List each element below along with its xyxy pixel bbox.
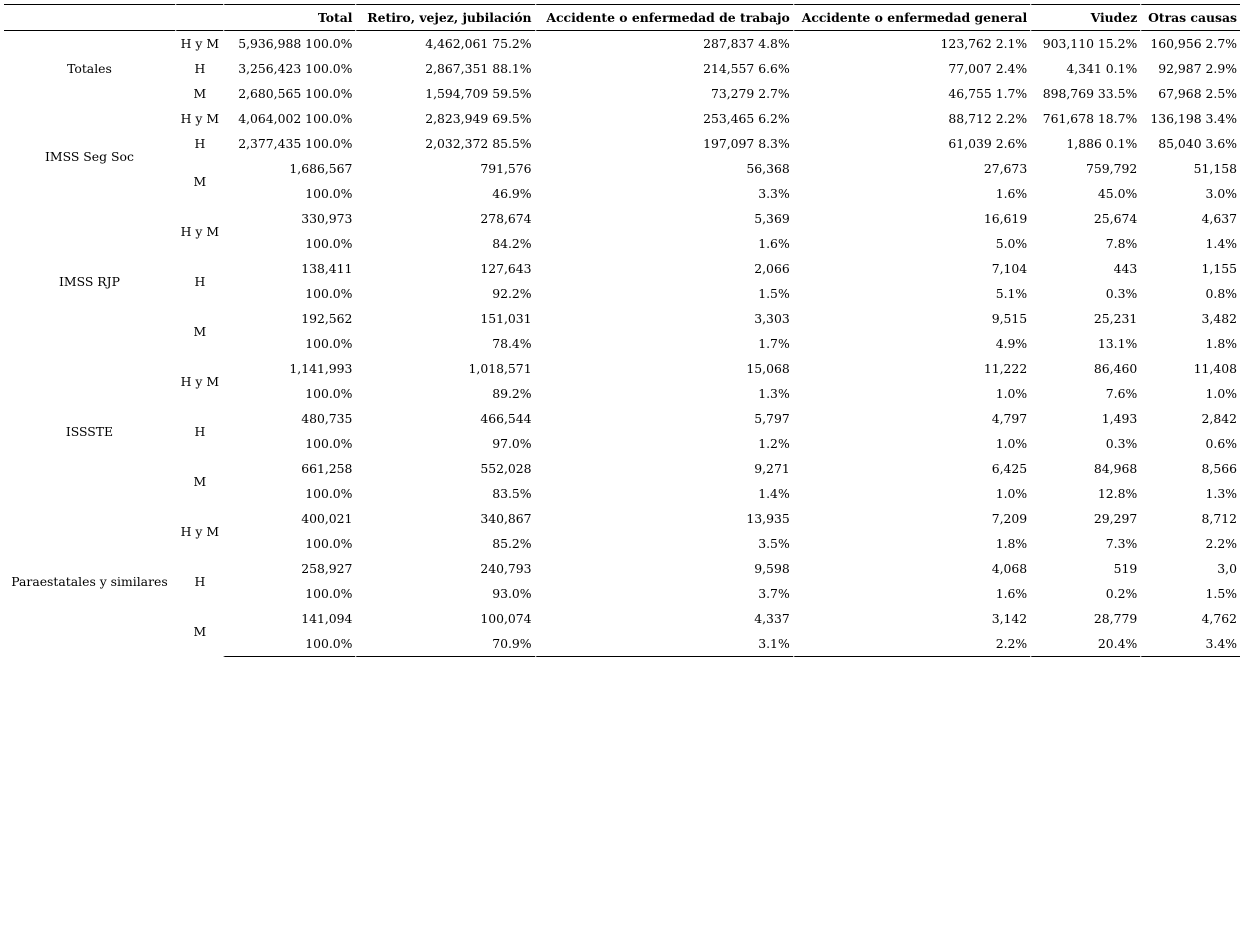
count-total: 480,735 bbox=[223, 406, 356, 431]
header-otras: Otras causas bbox=[1140, 4, 1240, 31]
pct-otras: 1.5% bbox=[1140, 581, 1240, 606]
count-trabajo: 9,271 bbox=[535, 456, 793, 481]
pct-total: 100.0% bbox=[223, 631, 356, 657]
value-general: 46,755 1.7% bbox=[793, 81, 1030, 106]
count-total: 138,411 bbox=[223, 256, 356, 281]
value-total: 2,680,565 100.0% bbox=[223, 81, 356, 106]
count-viudez: 28,779 bbox=[1030, 606, 1140, 631]
pct-total: 100.0% bbox=[223, 381, 356, 406]
table-row bbox=[4, 556, 1240, 581]
pct-trabajo: 3.3% bbox=[535, 181, 793, 206]
pct-total: 100.0% bbox=[223, 581, 356, 606]
pct-general: 5.0% bbox=[793, 231, 1030, 256]
count-viudez: 759,792 bbox=[1030, 156, 1140, 181]
count-retiro: 466,544 bbox=[355, 406, 534, 431]
value-trabajo: 253,465 6.2% bbox=[535, 106, 793, 131]
count-general: 6,425 bbox=[793, 456, 1030, 481]
pct-otras: 3.0% bbox=[1140, 181, 1240, 206]
pct-trabajo: 3.1% bbox=[535, 631, 793, 657]
table-row bbox=[4, 106, 1240, 131]
pct-trabajo: 1.7% bbox=[535, 331, 793, 356]
pct-trabajo: 1.3% bbox=[535, 381, 793, 406]
count-general: 7,104 bbox=[793, 256, 1030, 281]
pct-trabajo: 1.6% bbox=[535, 231, 793, 256]
value-retiro: 2,823,949 69.5% bbox=[355, 106, 534, 131]
header-row bbox=[4, 4, 1240, 31]
count-trabajo: 5,797 bbox=[535, 406, 793, 431]
count-viudez: 519 bbox=[1030, 556, 1140, 581]
count-trabajo: 56,368 bbox=[535, 156, 793, 181]
sex-label: M bbox=[175, 156, 223, 206]
count-otras: 51,158 bbox=[1140, 156, 1240, 181]
count-general: 7,209 bbox=[793, 506, 1030, 531]
count-trabajo: 2,066 bbox=[535, 256, 793, 281]
value-total: 5,936,988 100.0% bbox=[223, 31, 356, 56]
pct-otras: 2.2% bbox=[1140, 531, 1240, 556]
institution-label: Paraestatales y similares bbox=[11, 574, 168, 589]
sex-label: M bbox=[175, 606, 223, 657]
pct-total: 100.0% bbox=[223, 431, 356, 456]
pension-table bbox=[4, 4, 1240, 657]
count-viudez: 25,674 bbox=[1030, 206, 1140, 231]
sex-label: M bbox=[175, 306, 223, 356]
pct-viudez: 7.6% bbox=[1030, 381, 1140, 406]
value-otras: 85,040 3.6% bbox=[1140, 131, 1240, 156]
pct-viudez: 7.3% bbox=[1030, 531, 1140, 556]
count-otras: 3,0 bbox=[1140, 556, 1240, 581]
pct-retiro: 46.9% bbox=[355, 181, 534, 206]
count-otras: 8,566 bbox=[1140, 456, 1240, 481]
count-otras: 1,155 bbox=[1140, 256, 1240, 281]
pct-trabajo: 1.2% bbox=[535, 431, 793, 456]
value-otras: 92,987 2.9% bbox=[1140, 56, 1240, 81]
table-row bbox=[4, 506, 1240, 531]
value-viudez: 903,110 15.2% bbox=[1030, 31, 1140, 56]
header-accidente-trabajo: Accidente o enfermedad de trabajo bbox=[535, 4, 793, 31]
pct-otras: 0.6% bbox=[1140, 431, 1240, 456]
count-total: 330,973 bbox=[223, 206, 356, 231]
count-trabajo: 5,369 bbox=[535, 206, 793, 231]
count-retiro: 552,028 bbox=[355, 456, 534, 481]
pct-retiro: 84.2% bbox=[355, 231, 534, 256]
pct-total: 100.0% bbox=[223, 231, 356, 256]
count-otras: 2,842 bbox=[1140, 406, 1240, 431]
table-body bbox=[4, 31, 1240, 657]
count-retiro: 127,643 bbox=[355, 256, 534, 281]
pct-otras: 0.8% bbox=[1140, 281, 1240, 306]
pct-retiro: 83.5% bbox=[355, 481, 534, 506]
count-general: 27,673 bbox=[793, 156, 1030, 181]
pct-viudez: 45.0% bbox=[1030, 181, 1140, 206]
pct-viudez: 20.4% bbox=[1030, 631, 1140, 657]
pct-general: 1.6% bbox=[793, 181, 1030, 206]
count-total: 1,141,993 bbox=[223, 356, 356, 381]
pct-general: 1.0% bbox=[793, 431, 1030, 456]
value-retiro: 1,594,709 59.5% bbox=[355, 81, 534, 106]
count-retiro: 791,576 bbox=[355, 156, 534, 181]
value-trabajo: 214,557 6.6% bbox=[535, 56, 793, 81]
count-otras: 4,762 bbox=[1140, 606, 1240, 631]
pct-general: 4.9% bbox=[793, 331, 1030, 356]
count-trabajo: 13,935 bbox=[535, 506, 793, 531]
pct-total: 100.0% bbox=[223, 281, 356, 306]
pct-retiro: 92.2% bbox=[355, 281, 534, 306]
count-trabajo: 9,598 bbox=[535, 556, 793, 581]
count-retiro: 151,031 bbox=[355, 306, 534, 331]
count-general: 9,515 bbox=[793, 306, 1030, 331]
pct-trabajo: 3.7% bbox=[535, 581, 793, 606]
value-trabajo: 287,837 4.8% bbox=[535, 31, 793, 56]
pct-total: 100.0% bbox=[223, 331, 356, 356]
table-row bbox=[4, 56, 1240, 81]
value-otras: 67,968 2.5% bbox=[1140, 81, 1240, 106]
sex-label: H bbox=[175, 131, 223, 156]
header-retiro: Retiro, vejez, jubilación bbox=[355, 4, 534, 31]
value-general: 88,712 2.2% bbox=[793, 106, 1030, 131]
value-general: 123,762 2.1% bbox=[793, 31, 1030, 56]
pct-retiro: 70.9% bbox=[355, 631, 534, 657]
pct-retiro: 89.2% bbox=[355, 381, 534, 406]
pct-otras: 1.4% bbox=[1140, 231, 1240, 256]
count-trabajo: 15,068 bbox=[535, 356, 793, 381]
pct-general: 5.1% bbox=[793, 281, 1030, 306]
value-total: 4,064,002 100.0% bbox=[223, 106, 356, 131]
table-row bbox=[4, 606, 1240, 631]
value-retiro: 2,032,372 85.5% bbox=[355, 131, 534, 156]
pct-general: 1.0% bbox=[793, 381, 1030, 406]
institution-label: IMSS RJP bbox=[59, 273, 120, 289]
sex-label: H y M bbox=[175, 31, 223, 56]
count-total: 258,927 bbox=[223, 556, 356, 581]
count-general: 4,797 bbox=[793, 406, 1030, 431]
pct-retiro: 93.0% bbox=[355, 581, 534, 606]
count-viudez: 29,297 bbox=[1030, 506, 1140, 531]
count-total: 192,562 bbox=[223, 306, 356, 331]
table-row bbox=[4, 31, 1240, 56]
count-general: 3,142 bbox=[793, 606, 1030, 631]
table-row bbox=[4, 456, 1240, 481]
header-viudez: Viudez bbox=[1030, 4, 1140, 31]
pct-otras: 1.3% bbox=[1140, 481, 1240, 506]
value-general: 61,039 2.6% bbox=[793, 131, 1030, 156]
table-row bbox=[4, 356, 1240, 381]
header-institution-blank bbox=[4, 4, 175, 31]
count-trabajo: 3,303 bbox=[535, 306, 793, 331]
count-total: 400,021 bbox=[223, 506, 356, 531]
table-row bbox=[4, 406, 1240, 431]
value-retiro: 4,462,061 75.2% bbox=[355, 31, 534, 56]
value-trabajo: 197,097 8.3% bbox=[535, 131, 793, 156]
pct-trabajo: 3.5% bbox=[535, 531, 793, 556]
pct-viudez: 0.2% bbox=[1030, 581, 1140, 606]
table-row bbox=[4, 256, 1240, 281]
pct-viudez: 0.3% bbox=[1030, 281, 1140, 306]
value-trabajo: 73,279 2.7% bbox=[535, 81, 793, 106]
sex-label: H y M bbox=[175, 206, 223, 256]
pct-retiro: 78.4% bbox=[355, 331, 534, 356]
table-row bbox=[4, 156, 1240, 181]
count-trabajo: 4,337 bbox=[535, 606, 793, 631]
pct-general: 1.0% bbox=[793, 481, 1030, 506]
table-row bbox=[4, 81, 1240, 106]
sex-label: H y M bbox=[175, 106, 223, 131]
count-total: 661,258 bbox=[223, 456, 356, 481]
table-header bbox=[4, 4, 1240, 31]
count-retiro: 240,793 bbox=[355, 556, 534, 581]
pct-total: 100.0% bbox=[223, 531, 356, 556]
pct-general: 1.8% bbox=[793, 531, 1030, 556]
pct-otras: 3.4% bbox=[1140, 631, 1240, 657]
sex-label: H bbox=[175, 56, 223, 81]
value-viudez: 4,341 0.1% bbox=[1030, 56, 1140, 81]
pct-viudez: 12.8% bbox=[1030, 481, 1140, 506]
count-general: 11,222 bbox=[793, 356, 1030, 381]
table-row bbox=[4, 306, 1240, 331]
count-general: 4,068 bbox=[793, 556, 1030, 581]
pct-viudez: 0.3% bbox=[1030, 431, 1140, 456]
institution-label: IMSS Seg Soc bbox=[45, 148, 134, 164]
value-otras: 160,956 2.7% bbox=[1140, 31, 1240, 56]
sex-label: H y M bbox=[175, 356, 223, 406]
count-retiro: 340,867 bbox=[355, 506, 534, 531]
sex-label: H bbox=[175, 406, 223, 456]
sex-label: H y M bbox=[175, 506, 223, 556]
count-viudez: 86,460 bbox=[1030, 356, 1140, 381]
count-retiro: 100,074 bbox=[355, 606, 534, 631]
pct-trabajo: 1.4% bbox=[535, 481, 793, 506]
value-total: 3,256,423 100.0% bbox=[223, 56, 356, 81]
pct-retiro: 97.0% bbox=[355, 431, 534, 456]
value-viudez: 761,678 18.7% bbox=[1030, 106, 1140, 131]
pct-viudez: 7.8% bbox=[1030, 231, 1140, 256]
count-otras: 3,482 bbox=[1140, 306, 1240, 331]
header-accidente-general: Accidente o enfermedad general bbox=[793, 4, 1030, 31]
pct-otras: 1.8% bbox=[1140, 331, 1240, 356]
institution-label: ISSSTE bbox=[65, 423, 114, 439]
value-otras: 136,198 3.4% bbox=[1140, 106, 1240, 131]
value-total: 2,377,435 100.0% bbox=[223, 131, 356, 156]
count-viudez: 84,968 bbox=[1030, 456, 1140, 481]
count-viudez: 443 bbox=[1030, 256, 1140, 281]
count-viudez: 1,493 bbox=[1030, 406, 1140, 431]
institution-label: Totales bbox=[67, 61, 112, 76]
value-general: 77,007 2.4% bbox=[793, 56, 1030, 81]
sex-label: M bbox=[175, 81, 223, 106]
pct-general: 1.6% bbox=[793, 581, 1030, 606]
count-total: 1,686,567 bbox=[223, 156, 356, 181]
count-total: 141,094 bbox=[223, 606, 356, 631]
header-total: Total bbox=[223, 4, 356, 31]
count-retiro: 278,674 bbox=[355, 206, 534, 231]
value-retiro: 2,867,351 88.1% bbox=[355, 56, 534, 81]
count-otras: 4,637 bbox=[1140, 206, 1240, 231]
pct-general: 2.2% bbox=[793, 631, 1030, 657]
pct-total: 100.0% bbox=[223, 481, 356, 506]
pct-otras: 1.0% bbox=[1140, 381, 1240, 406]
pct-viudez: 13.1% bbox=[1030, 331, 1140, 356]
pct-trabajo: 1.5% bbox=[535, 281, 793, 306]
value-viudez: 1,886 0.1% bbox=[1030, 131, 1140, 156]
header-sex-blank bbox=[175, 4, 223, 31]
count-otras: 11,408 bbox=[1140, 356, 1240, 381]
count-otras: 8,712 bbox=[1140, 506, 1240, 531]
pct-retiro: 85.2% bbox=[355, 531, 534, 556]
table-row bbox=[4, 206, 1240, 231]
pct-total: 100.0% bbox=[223, 181, 356, 206]
table-row bbox=[4, 131, 1240, 156]
count-retiro: 1,018,571 bbox=[355, 356, 534, 381]
count-general: 16,619 bbox=[793, 206, 1030, 231]
sex-label: H bbox=[175, 256, 223, 306]
count-viudez: 25,231 bbox=[1030, 306, 1140, 331]
value-viudez: 898,769 33.5% bbox=[1030, 81, 1140, 106]
sex-label: H bbox=[175, 556, 223, 606]
sex-label: M bbox=[175, 456, 223, 506]
